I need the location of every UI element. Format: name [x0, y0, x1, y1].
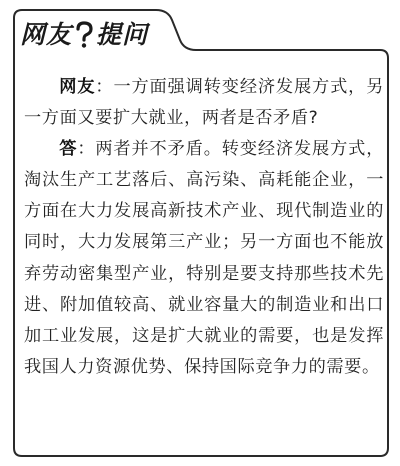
answer-paragraph — [24, 134, 384, 383]
title-part-1: 网友 — [20, 20, 73, 49]
question-paragraph — [24, 72, 384, 134]
answer-speaker: 答 — [59, 139, 78, 160]
title-part-2: 提问 — [96, 20, 149, 49]
section-title — [20, 20, 148, 50]
qa-content — [24, 72, 384, 383]
question-text: 一方面强调转变经济发展方式，另一方面又要扩大就业，两者是否矛盾? — [24, 77, 384, 129]
question-separator: ： — [95, 77, 114, 97]
answer-text: 两者并不矛盾。转变经济发展方式，淘汰生产工艺落后、高污染、高耗能企业，一方面在大力发展高新技术产业、现代制造业的同时，大力发展第三产业；另一方面也不能放弃劳动密集型产业，特别是要支持那些技术先进、附加值较高、就业容量大的制造业和出口加工业发展，这是扩大就业的需要，也是发挥我国人力资源优势、保持国际竞争力的需要。 — [24, 139, 384, 377]
answer-separator: ： — [77, 139, 96, 160]
question-mark-icon — [73, 20, 95, 50]
question-speaker: 网友 — [59, 77, 96, 97]
